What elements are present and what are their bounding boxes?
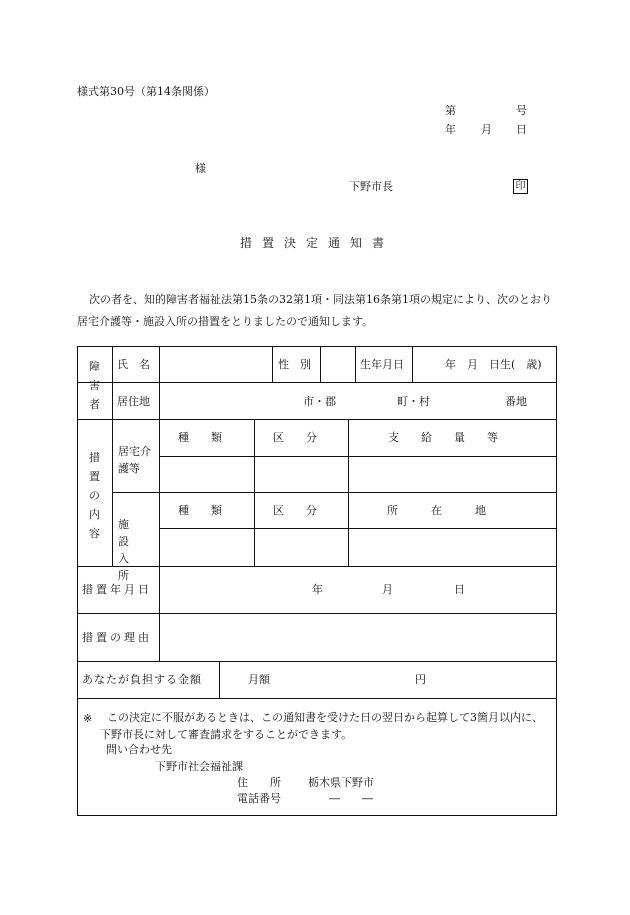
measure-date-month: 月 — [382, 583, 393, 596]
address-town-village: 町・村 — [397, 395, 430, 408]
form-number: 様式第30号（第14条関係） — [77, 85, 215, 98]
addressee-honorific: 様 — [195, 162, 206, 175]
intro-paragraph: 次の者を、知的障害者福祉法第15条の32第1項・同法第16条第1項の規定により、次のとおり居宅介護等・施設入所の措置をとりましたので通知します。 — [77, 293, 552, 328]
home-care-label: 居宅介護等 — [118, 445, 151, 475]
issuer-name: 下野市長 — [349, 180, 393, 193]
burden-label: あなたが負担する金額 — [82, 673, 202, 686]
measure-date-label: 措置年月日 — [82, 583, 152, 596]
address-label: 居住地 — [117, 395, 150, 408]
document-number-go: 号 — [516, 104, 527, 117]
document-title: 措置決定通知書 — [240, 236, 395, 250]
measure-date-day: 日 — [454, 583, 465, 596]
rule — [112, 492, 557, 493]
date-month: 月 — [481, 123, 492, 136]
rule — [412, 346, 413, 383]
contact-address-value: 栃木県下野市 — [308, 776, 374, 789]
contact-phone-value: ― ― — [329, 792, 373, 805]
address-city-county: 市・郡 — [303, 395, 336, 408]
home-care-category-header: 区 分 — [273, 431, 317, 444]
contact-address-label: 住 所 — [237, 776, 281, 789]
rule — [355, 346, 356, 383]
name-label: 氏 名 — [117, 358, 150, 371]
contact-department: 下野市社会福祉課 — [155, 760, 243, 773]
rule — [77, 698, 557, 699]
rule — [112, 346, 113, 566]
rule — [77, 382, 557, 383]
facility-label: 施設入所 — [118, 518, 137, 582]
measure-date-year: 年 — [312, 583, 323, 596]
document-number-dai: 第 — [445, 104, 456, 117]
birthdate-value: 年 月 日生( 歳) — [445, 358, 542, 371]
rule — [159, 528, 557, 529]
address-banchi: 番地 — [505, 395, 527, 408]
person-label: 障害者 — [89, 360, 100, 411]
rule — [219, 661, 220, 698]
birthdate-label: 生年月日 — [360, 358, 404, 371]
rule — [159, 346, 160, 661]
facility-location-header: 所 在 地 — [387, 504, 486, 517]
measure-content-label: 措置の内容 — [89, 451, 100, 540]
notice-text: この決定に不服があるときは、この通知書を受けた日の翌日から起算して3箇月以内に、下野市長に対して審査請求をすることができます。 — [100, 711, 543, 741]
rule — [77, 419, 557, 420]
facility-category-header: 区 分 — [273, 504, 317, 517]
rule — [254, 419, 255, 566]
measure-reason-label: 措置の理由 — [82, 631, 152, 644]
notice-mark: ※ — [83, 712, 93, 725]
seal-mark: 印 — [513, 179, 528, 194]
yen-label: 円 — [415, 673, 426, 686]
home-care-amount-header: 支 給 量 等 — [388, 431, 498, 444]
home-care-type-header: 種 類 — [178, 431, 222, 444]
rule — [77, 613, 557, 614]
contact-label: 問い合わせ先 — [106, 743, 172, 756]
date-day: 日 — [516, 123, 527, 136]
rule — [272, 346, 273, 383]
monthly-amount-label: 月額 — [248, 673, 270, 686]
rule — [320, 346, 321, 383]
contact-phone-label: 電話番号 — [237, 792, 281, 805]
sex-label: 性 別 — [278, 358, 311, 371]
facility-type-header: 種 類 — [178, 504, 222, 517]
rule — [348, 419, 349, 566]
rule — [159, 456, 557, 457]
date-year: 年 — [445, 123, 456, 136]
rule — [77, 661, 557, 662]
